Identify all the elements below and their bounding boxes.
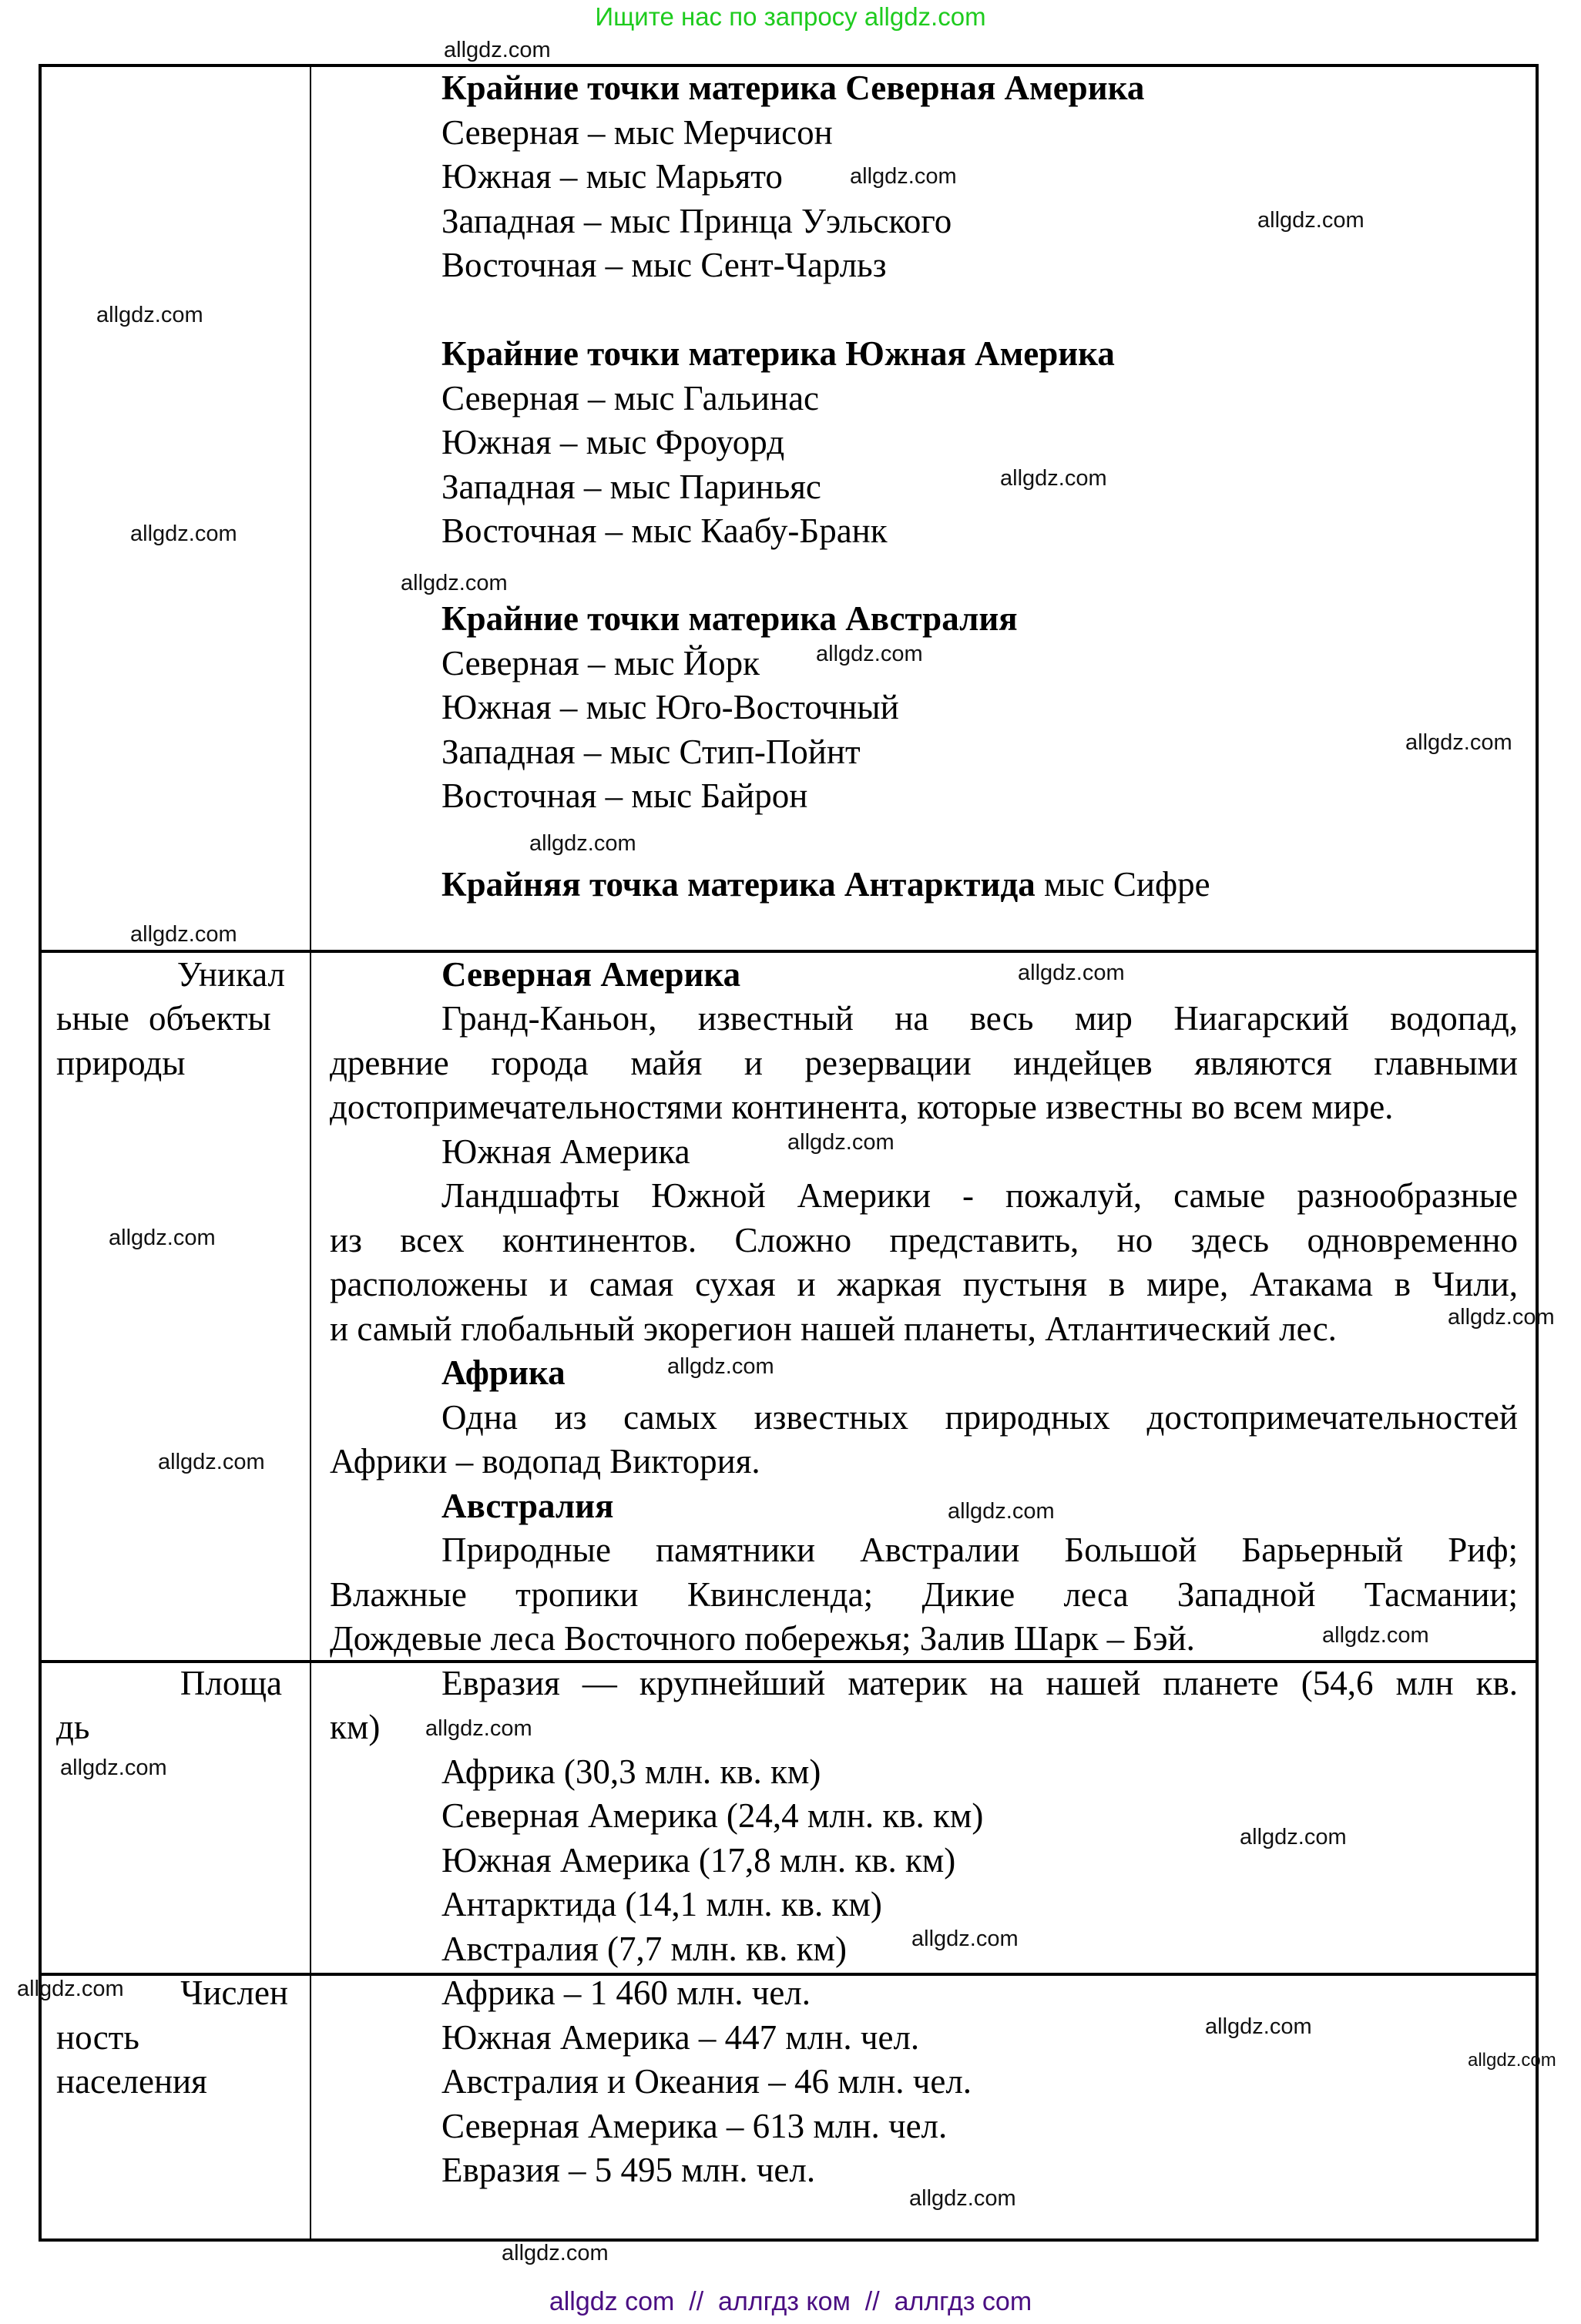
area-line: Африка (30,3 млн. кв. км) — [441, 1752, 821, 1791]
watermark: allgdz.com — [109, 1226, 216, 1250]
list-item: Северная – мыс Гальинас — [441, 379, 820, 418]
watermark: allgdz.com — [948, 1499, 1055, 1524]
list-item: Южная – мыс Фроуорд — [441, 423, 785, 461]
row-divider-1 — [39, 950, 1539, 953]
list-item: Западная – мыс Принца Уэльского — [441, 202, 952, 240]
list-item: Северная – мыс Йорк — [441, 644, 760, 682]
paragraph-line: расположены и самая сухая и жаркая пустыня в мире, Атакама в Чили, — [330, 1265, 1518, 1303]
population-line: Африка – 1 460 млн. чел. — [441, 1974, 811, 2012]
watermark: allgdz.com — [1000, 466, 1107, 491]
population-line: Австралия и Океания – 46 млн. чел. — [441, 2062, 972, 2101]
watermark: allgdz.com — [911, 1927, 1019, 1951]
antarctica-point — [441, 864, 1210, 905]
list-item: Восточная – мыс Байрон — [441, 776, 808, 815]
population-line: Евразия – 5 495 млн. чел. — [441, 2151, 816, 2189]
bottom-banner: allgdz com // аллгдз ком // аллгдз com — [549, 2287, 1032, 2316]
watermark: allgdz.com — [909, 2186, 1016, 2211]
watermark: allgdz.com — [502, 2241, 609, 2265]
watermark: allgdz.com — [787, 1130, 895, 1155]
watermark: allgdz.com — [529, 831, 636, 856]
watermark: allgdz.com — [1018, 961, 1125, 985]
row-label-line: Площа — [180, 1664, 282, 1702]
row-label-line: Уникал — [176, 955, 285, 994]
heading-north-america: Северная Америка — [441, 955, 741, 994]
paragraph-line: Дождевые леса Восточного побережья; Залив Шарк – Бэй. — [330, 1619, 1195, 1658]
watermark: allgdz.com — [425, 1716, 532, 1741]
area-line: Австралия (7,7 млн. кв. км) — [441, 1930, 847, 1968]
watermark: allgdz.com — [1257, 208, 1364, 233]
list-item: Восточная – мыс Каабу-Бранк — [441, 511, 888, 550]
watermark: allgdz.com — [17, 1977, 124, 2001]
list-item: Восточная – мыс Сент-Чарльз — [441, 246, 887, 284]
paragraph-line: из всех континентов. Сложно представить, но здесь одновременно — [330, 1221, 1518, 1259]
watermark: allgdz.com — [96, 303, 203, 327]
paragraph-line: Африки – водопад Виктория. — [330, 1442, 760, 1481]
heading-africa: Африка — [441, 1353, 566, 1392]
watermark: allgdz.com — [1405, 730, 1512, 755]
list-item: Западная – мыс Париньяс — [441, 468, 821, 506]
heading-south-america: Южная Америка — [441, 1132, 690, 1171]
watermark: allgdz.com — [850, 164, 957, 189]
area-line: Евразия — крупнейший материк на нашей планете (54,6 млн кв. — [441, 1664, 1518, 1702]
watermark: allgdz.com — [1468, 2050, 1556, 2071]
watermark: allgdz.com — [1322, 1623, 1429, 1648]
area-line: Южная Америка (17,8 млн. кв. км) — [441, 1841, 956, 1880]
row-label-line: ность — [56, 2018, 139, 2057]
watermark: allgdz.com — [401, 571, 508, 595]
population-line: Южная Америка – 447 млн. чел. — [441, 2018, 920, 2057]
heading-north-america-points: Крайние точки материка Северная Америка — [441, 69, 1145, 107]
paragraph-line: Гранд-Каньон, известный на весь мир Ниагарский водопад, — [441, 999, 1518, 1038]
watermark: allgdz.com — [158, 1450, 265, 1474]
list-item: Западная – мыс Стип-Пойнт — [441, 733, 861, 771]
heading-antarctica-point: Крайняя точка материка Антарктида — [441, 865, 1036, 904]
paragraph-line: и самый глобальный экорегион нашей планеты, Атлантический лес. — [330, 1310, 1337, 1348]
heading-australia-points: Крайние точки материка Австралия — [441, 599, 1018, 638]
watermark: allgdz.com — [1205, 2014, 1312, 2039]
paragraph-line: Ландшафты Южной Америки - пожалуй, самые разнообразные — [441, 1176, 1518, 1215]
paragraph-line: Одна из самых известных природных достопримечательностей — [441, 1398, 1518, 1437]
watermark: allgdz.com — [1448, 1305, 1555, 1330]
population-line: Северная Америка – 613 млн. чел. — [441, 2107, 948, 2145]
watermark: allgdz.com — [130, 521, 237, 546]
watermark: allgdz.com — [1240, 1825, 1347, 1849]
column-divider — [310, 64, 311, 2242]
row-label-line: дь — [56, 1708, 90, 1746]
area-line: Антарктида (14,1 млн. кв. км) — [441, 1885, 882, 1923]
watermark: allgdz.com — [816, 642, 923, 666]
watermark: allgdz.com — [667, 1354, 774, 1379]
row-label-line: населения — [56, 2062, 207, 2101]
watermark: allgdz.com — [130, 922, 237, 947]
list-item: Южная – мыс Марьято — [441, 157, 783, 196]
row-label-line: ьные объекты — [56, 999, 271, 1038]
paragraph-line: достопримечательностями континента, которые известны во всем мире. — [330, 1088, 1394, 1126]
watermark: allgdz.com — [444, 38, 551, 62]
heading-australia: Австралия — [441, 1487, 614, 1525]
row-label-line: Числен — [180, 1974, 288, 2012]
area-line: Северная Америка (24,4 млн. кв. км) — [441, 1796, 984, 1835]
row-label-line: природы — [56, 1044, 186, 1082]
paragraph-line: древние города майя и резервации индейцев являются главными — [330, 1044, 1518, 1082]
top-banner: Ищите нас по запросу allgdz.com — [595, 2, 986, 31]
list-item: Северная – мыс Мерчисон — [441, 113, 833, 152]
list-item: Южная – мыс Юго-Восточный — [441, 688, 899, 726]
paragraph-line: Влажные тропики Квинсленда; Дикие леса Западной Тасмании; — [330, 1575, 1518, 1614]
heading-south-america-points: Крайние точки материка Южная Америка — [441, 334, 1115, 373]
paragraph-line: Природные памятники Австралии Большой Барьерный Риф; — [441, 1531, 1518, 1569]
antarctica-point-value: мыс Сифре — [1035, 865, 1210, 904]
watermark: allgdz.com — [60, 1756, 167, 1780]
area-line: км) — [330, 1708, 381, 1746]
